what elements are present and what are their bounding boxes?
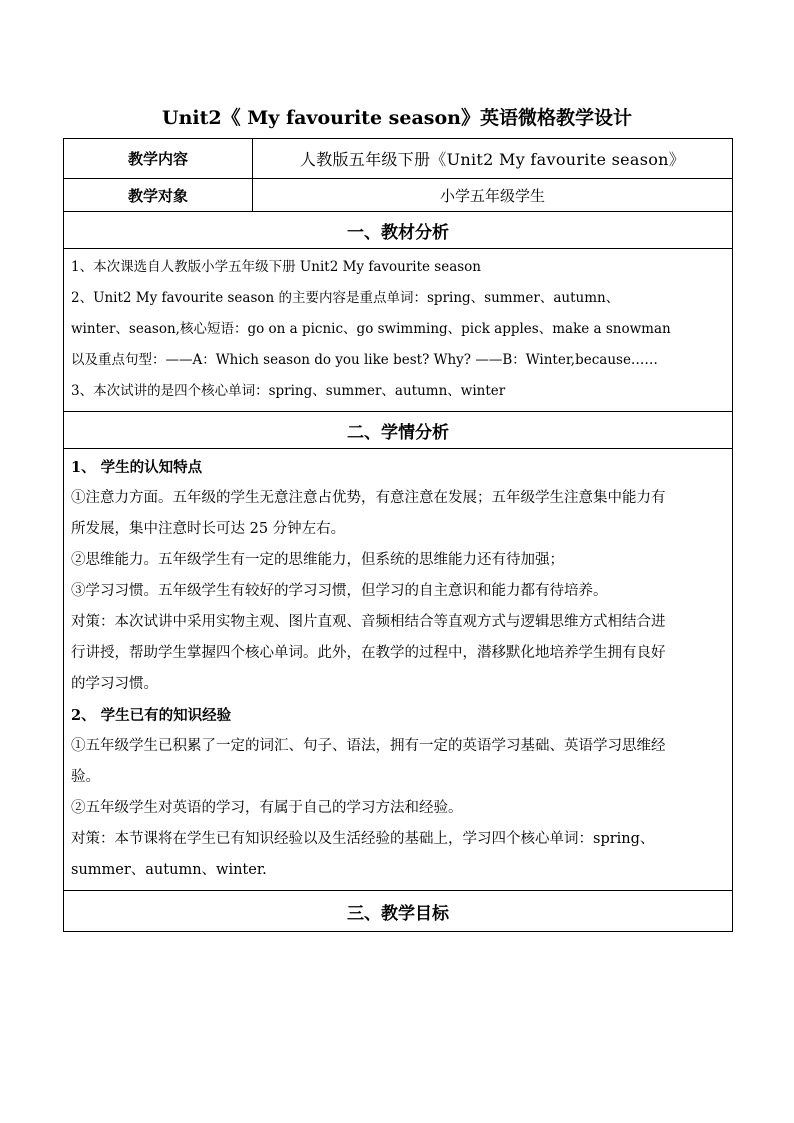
paragraph-line: 对策：本次试讲中采用实物主观、图片直观、音频相结合等直观方式与逻辑思维方式相结合进 (71, 614, 666, 630)
paragraph-line: 2、Unit2 My favourite season 的主要内容是重点单词：spring、summer、autumn、 (71, 290, 620, 306)
section-body-textbook-analysis (64, 249, 733, 412)
paragraph-line: winter、season,核心短语：go on a picnic、go swimming、pick apples、make a snowman (71, 321, 671, 337)
paragraph-line: ①注意力方面。五年级的学生无意注意占优势，有意注意在发展；五年级学生注意集中能力有 (71, 490, 666, 506)
lesson-plan-table (63, 138, 733, 932)
section-body-learner-analysis (64, 449, 733, 891)
paragraph-line: summer、autumn、winter. (71, 862, 267, 878)
info-value-target: 小学五年级学生 (253, 179, 733, 212)
paragraph-line: 对策：本节课将在学生已有知识经验以及生活经验的基础上，学习四个核心单词：spring、 (71, 831, 655, 847)
subheading-cognitive-traits: 1、 学生的认知特点 (71, 459, 203, 476)
section-row-learner-analysis (64, 412, 733, 449)
document-title: Unit2《 My favourite season》英语微格教学设计 (162, 107, 632, 129)
section-heading-learner-analysis: 二、学情分析 (64, 412, 733, 449)
paragraph-line: 行讲授，帮助学生掌握四个核心单词。此外，在教学的过程中，潜移默化地培养学生拥有良好 (71, 645, 666, 661)
info-label-content: 教学内容 (64, 139, 253, 179)
paragraph-line: ②思维能力。五年级学生有一定的思维能力，但系统的思维能力还有待加强； (71, 552, 564, 568)
paragraph-line: ②五年级学生对英语的学习，有属于自己的学习方法和经验。 (71, 800, 463, 816)
paragraph-line: ③学习习惯。五年级学生有较好的学习习惯，但学习的自主意识和能力都有待培养。 (71, 583, 608, 599)
section-heading-textbook-analysis: 一、教材分析 (64, 212, 733, 249)
paragraph-line: 以及重点句型：——A：Which season do you like best? Why? ——B：Winter,because…… (71, 352, 658, 368)
section-row-teaching-objectives (64, 891, 733, 932)
paragraph-line: 所发展，集中注意时长可达 25 分钟左右。 (71, 521, 346, 537)
paragraph-line: 1、本次课选自人教版小学五年级下册 Unit2 My favourite season (71, 259, 482, 275)
info-label-target: 教学对象 (64, 179, 253, 212)
info-value-content: 人教版五年级下册《Unit2 My favourite season》 (253, 139, 733, 179)
info-row-target (64, 179, 733, 212)
paragraph-line: 的学习习惯。 (71, 676, 158, 692)
paragraph-line: 验。 (71, 769, 100, 785)
section-heading-teaching-objectives: 三、教学目标 (64, 891, 733, 932)
section-body-row-textbook-analysis (64, 249, 733, 412)
section-row-textbook-analysis (64, 212, 733, 249)
paragraph-line: ①五年级学生已积累了一定的词汇、句子、语法，拥有一定的英语学习基础、英语学习思维经 (71, 738, 666, 754)
subheading-prior-knowledge: 2、 学生已有的知识经验 (71, 707, 232, 724)
info-row-content (64, 139, 733, 179)
paragraph-line: 3、本次试讲的是四个核心单词：spring、summer、autumn、winter (71, 383, 506, 399)
section-body-row-learner-analysis (64, 449, 733, 891)
